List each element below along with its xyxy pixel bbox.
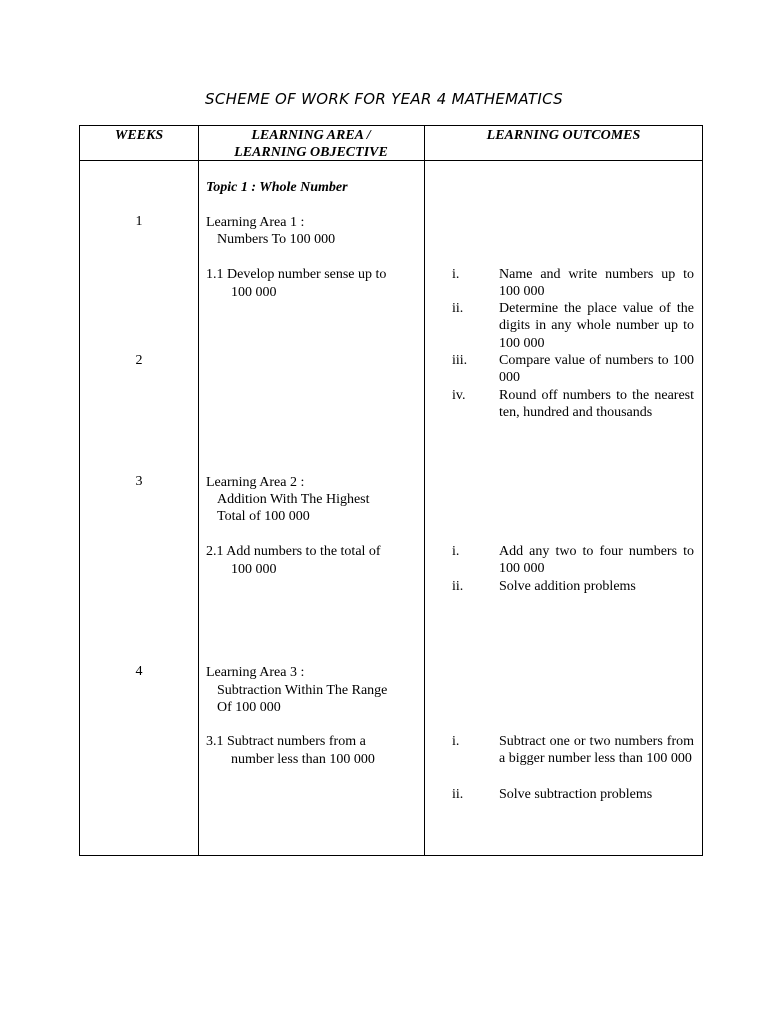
outcome-3-ii-num: ii. bbox=[452, 787, 464, 802]
objective-2-line1: 2.1 Add numbers to the total of bbox=[206, 544, 381, 559]
objective-3-line2: number less than 100 000 bbox=[231, 752, 375, 767]
outcome-1-ii-num: ii. bbox=[452, 301, 464, 316]
outcome-1-ii-text: Determine the place value of the digits in any whole number up to 100 000 bbox=[499, 301, 694, 351]
outcome-3-ii-text: Solve subtraction problems bbox=[499, 787, 653, 802]
header-weeks: WEEKS bbox=[114, 128, 164, 143]
document-title: SCHEME OF WORK FOR YEAR 4 MATHEMATICS bbox=[205, 90, 563, 108]
outcome-3-i-num: i. bbox=[452, 734, 460, 749]
week-4: 4 bbox=[135, 664, 143, 679]
outcome-1-iv-num: iv. bbox=[452, 388, 466, 403]
outcome-1-i-num: i. bbox=[452, 267, 460, 282]
learning-area-3-name-line2: Of 100 000 bbox=[217, 700, 281, 715]
learning-area-1-title: Learning Area 1 : bbox=[206, 215, 305, 230]
week-1: 1 bbox=[135, 214, 143, 229]
outcome-3-i-text: Subtract one or two numbers from a bigger number less than 100 000 bbox=[499, 734, 694, 767]
header-learning-area-line2: LEARNING OBJECTIVE bbox=[234, 145, 388, 160]
header-learning-area-line1: LEARNING AREA / bbox=[251, 128, 371, 143]
learning-area-2-name-line2: Total of 100 000 bbox=[217, 509, 310, 524]
topic-heading: Topic 1 : Whole Number bbox=[206, 180, 348, 195]
objective-3-line1: 3.1 Subtract numbers from a bbox=[206, 734, 366, 749]
week-3: 3 bbox=[135, 474, 143, 489]
outcome-2-ii-text: Solve addition problems bbox=[499, 579, 636, 594]
objective-1-line2: 100 000 bbox=[231, 285, 277, 300]
outcome-2-i-text: Add any two to four numbers to 100 000 bbox=[499, 544, 694, 577]
learning-area-2-title: Learning Area 2 : bbox=[206, 475, 305, 490]
outcome-1-iii-num: iii. bbox=[452, 353, 468, 368]
learning-area-2-name-line1: Addition With The Highest bbox=[217, 492, 370, 507]
objective-1-line1: 1.1 Develop number sense up to bbox=[206, 267, 387, 282]
outcome-1-iv-text: Round off numbers to the nearest ten, hundred and thousands bbox=[499, 388, 694, 421]
outcome-2-ii-num: ii. bbox=[452, 579, 464, 594]
outcome-2-i-num: i. bbox=[452, 544, 460, 559]
outcome-1-i-text: Name and write numbers up to 100 000 bbox=[499, 267, 694, 300]
outcome-1-iii-text: Compare value of numbers to 100 000 bbox=[499, 353, 694, 386]
header-learning-outcomes: LEARNING OUTCOMES bbox=[486, 128, 641, 143]
learning-area-3-name-line1: Subtraction Within The Range bbox=[217, 683, 388, 698]
week-2: 2 bbox=[135, 353, 143, 368]
column-divider-1 bbox=[198, 125, 199, 856]
learning-area-1-name: Numbers To 100 000 bbox=[217, 232, 336, 247]
column-divider-2 bbox=[424, 125, 425, 856]
learning-area-3-title: Learning Area 3 : bbox=[206, 665, 305, 680]
header-learning-area bbox=[198, 127, 424, 161]
objective-2-line2: 100 000 bbox=[231, 562, 277, 577]
